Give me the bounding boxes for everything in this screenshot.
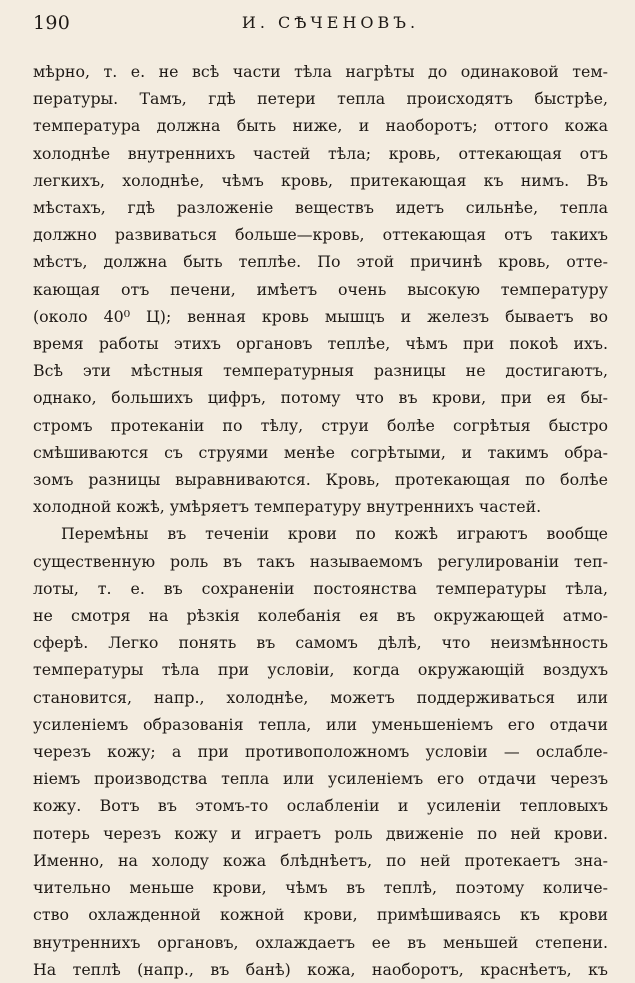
text-line: кожу. Вотъ въ этомъ-то ослабленіи и усиленіи тепловыхъ (33, 796, 608, 816)
text-line: мѣрно, т. е. не всѣ части тѣла нагрѣты до одинаковой тем- (33, 62, 608, 81)
page-header (33, 12, 608, 42)
text-line: смѣшиваются съ струями менѣе согрѣтыми, и такимъ обра- (33, 442, 608, 462)
text-line: становится, напр., холоднѣе, можетъ поддерживаться или (33, 687, 608, 707)
text-line: холодной кожѣ, умѣряетъ температуру внутреннихъ частей. (33, 497, 542, 517)
text-line: температуры тѣла при условіи, когда окружающій воздухъ (33, 660, 608, 680)
text-line: ство охлажденной кожной крови, примѣшиваясь къ крови (33, 905, 608, 925)
text-line: должно развиваться больше—кровь, оттекающая отъ такихъ (33, 225, 608, 245)
text-line: лоты, т. е. въ сохраненіи постоянства температуры тѣла, (33, 578, 608, 598)
text-line: Именно, на холоду кожа блѣднѣетъ, по ней протекаетъ зна- (33, 850, 608, 870)
text-line: легкихъ, холоднѣе, чѣмъ кровь, притекающая къ нимъ. Въ (33, 170, 608, 190)
text-line: внутреннихъ органовъ, охлаждаетъ ее въ меньшей степени. (33, 932, 608, 952)
page-number: 190 (33, 12, 71, 34)
text-line: время работы этихъ органовъ теплѣе, чѣмъ при покоѣ ихъ. (33, 334, 608, 354)
text-line: зомъ разницы выравниваются. Кровь, протекающая по болѣе (33, 470, 608, 490)
body-text (33, 58, 608, 983)
text-line: стромъ протеканіи по тѣлу, струи болѣе согрѣтыя быстро (33, 415, 608, 435)
text-line: потерь черезъ кожу и играетъ роль движеніе по ней крови. (33, 823, 608, 843)
text-line: чительно меньше крови, чѣмъ въ теплѣ, поэтому количе- (33, 878, 608, 898)
text-line: кающая отъ печени, имѣетъ очень высокую температуру (33, 279, 608, 299)
text-line: черезъ кожу; а при противоположномъ условіи — ослабле- (33, 742, 608, 762)
text-line: пературы. Тамъ, гдѣ петери тепла происходятъ быстрѣе, (33, 89, 608, 109)
text-line: Перемѣны въ теченіи крови по кожѣ играютъ вообще (61, 524, 608, 544)
text-line: сферѣ. Легко понять въ самомъ дѣлѣ, что неизмѣнность (33, 633, 608, 653)
text-line: холоднѣе внутреннихъ частей тѣла; кровь, оттекающая отъ (33, 143, 608, 163)
text-line: (около 40⁰ Ц); венная кровь мышцъ и железъ бываетъ во (33, 306, 608, 326)
running-head: И. СѢЧЕНОВЪ. (241, 13, 420, 32)
text-line: не смотря на рѣзкія колебанія ея въ окружающей атмо- (33, 606, 608, 626)
text-line: усиленіемъ образованія тепла, или уменьшеніемъ его отдачи (33, 714, 608, 734)
text-line: Всѣ эти мѣстныя температурныя разницы не достигаютъ, (33, 361, 608, 381)
text-line: температура должна быть ниже, и наоборотъ; оттого кожа (33, 116, 608, 136)
text-line: мѣстъ, должна быть теплѣе. По этой причинѣ кровь, отте- (33, 252, 608, 272)
text-line: ніемъ производства тепла или усиленіемъ его отдачи черезъ (33, 769, 608, 789)
text-line: однако, большихъ цифръ, потому что въ крови, при ея бы- (33, 388, 608, 408)
text-line: мѣстахъ, гдѣ разложеніе веществъ идетъ сильнѣе, тепла (33, 198, 608, 218)
text-line: На теплѣ (напр., въ банѣ) кожа, наоборотъ, краснѣетъ, къ (33, 959, 608, 979)
text-line: существенную роль въ такъ называемомъ регулированіи теп- (33, 551, 608, 571)
